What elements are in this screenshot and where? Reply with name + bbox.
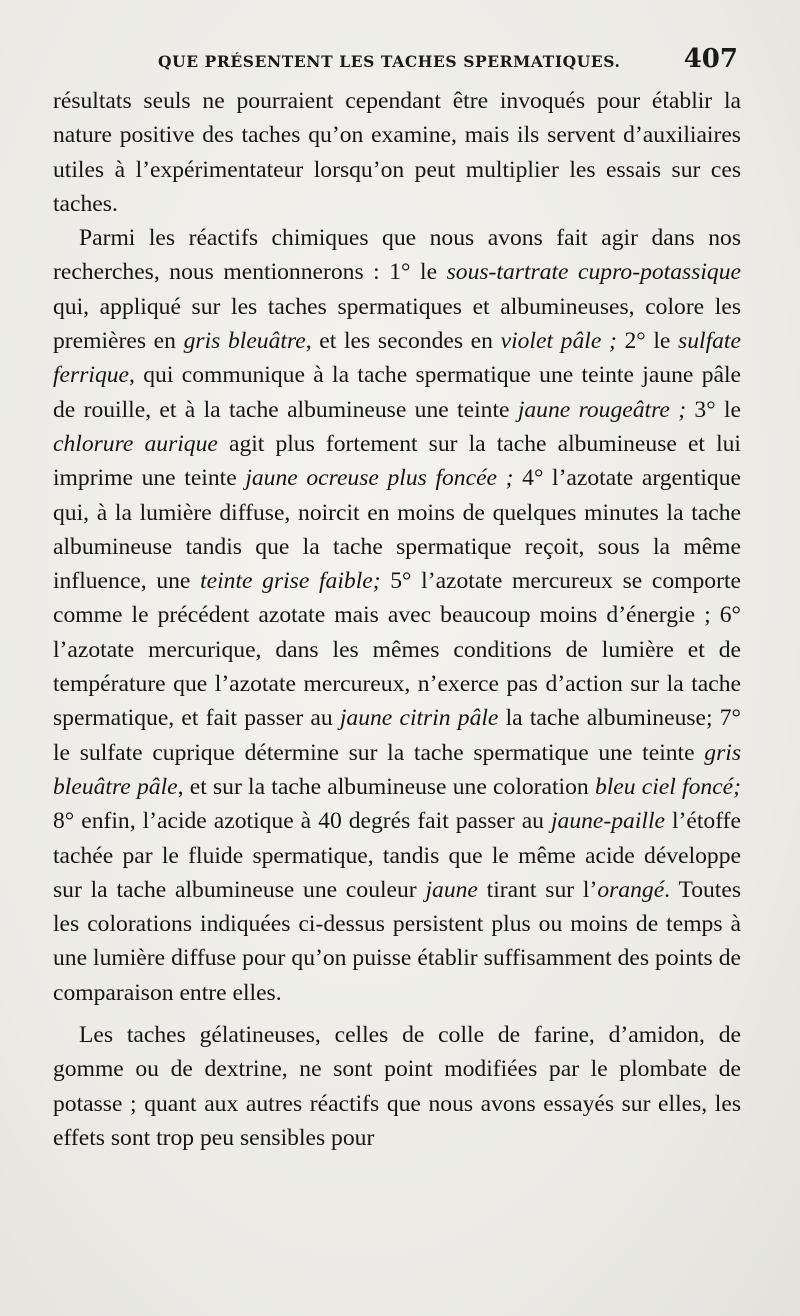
text-run: , qui communique à la tache spermatique une teinte jaune pâle de rouille, et à la tache albumineuse une teinte — [53, 362, 741, 423]
text-run: . Toutes les colorations indiquées ci-dessus persistent plus ou moins de temps à une lumière diffuse pour qu’on puisse établir suffisamment des points de comparaison entre elles. — [53, 876, 742, 1006]
body-text — [53, 84, 741, 1155]
italic-text-run: jaune citrin pâle — [339, 705, 499, 732]
italic-text-run: sulfate ferrique — [53, 328, 741, 389]
paragraph-3 — [53, 1018, 741, 1155]
running-head: QUE PRÉSENTENT LES TACHES SPERMATIQUES. — [158, 52, 621, 71]
text-run: , et sur la tache albumineuse une coloration — [177, 773, 595, 800]
italic-text-run: sous-tartrate cupro-potassique — [446, 259, 741, 286]
text-run: 8° enfin, l’acide azotique à 40 degrés fait passer au — [53, 808, 551, 835]
text-run: 5° l’azotate mercureux se comporte comme le précédent azotate mais avec beaucoup moins d’énergie ; 6° l’azotate mercurique, dans les mêmes conditions de lumière et de température que l’azotate mercureux, n’exerce pas d’action sur la tache spermatique, et fait passer au — [53, 568, 741, 732]
text-run: 4° l’azotate argentique qui, à la lumière diffuse, noircit en moins de quelques minutes la tache albumineuse tandis que la tache spermatique reçoit, sous la même influence, une — [53, 465, 741, 595]
italic-text-run: gris bleuâtre — [183, 328, 306, 355]
text-run: 2° le — [616, 328, 679, 355]
text-run: Les taches gélatineuses, celles de colle de farine, d’amidon, de gomme ou de dextrine, ne sont point modifiées par le plombate de potasse ; quant aux autres réactifs que nous avons essayés sur elles, les effets sont trop peu sensibles pour — [53, 1022, 741, 1151]
text-run: 3° le — [686, 396, 741, 423]
italic-text-run: orangé — [597, 876, 665, 903]
italic-text-run: bleu ciel foncé; — [594, 773, 742, 800]
italic-text-run: jaune-paille — [550, 808, 665, 835]
text-run: la tache albumineuse; 7° le sulfate cuprique détermine sur la tache spermatique une teinte — [53, 705, 741, 766]
text-run: qui, appliqué sur les taches spermatiques et albumineuses, colore les premières en — [53, 293, 741, 355]
text-run: , et les secondes en — [305, 328, 501, 355]
italic-text-run: teinte grise faible; — [200, 568, 381, 595]
text-run: tirant sur l’ — [477, 876, 598, 903]
paragraph-1 — [53, 84, 741, 221]
italic-text-run: jaune rougeâtre ; — [517, 396, 687, 423]
text-run: résultats seuls ne pourraient cependant être invoqués pour établir la nature positive des taches qu’on examine, mais ils servent d’auxiliaires utiles à l’expérimentateur lorsqu’on peut multiplier les essais sur ces taches. — [53, 88, 741, 217]
page-number: 407 — [683, 44, 738, 74]
italic-text-run: jaune — [425, 876, 478, 903]
italic-text-run: violet pâle ; — [500, 328, 617, 355]
paragraph-2 — [53, 221, 741, 1010]
italic-text-run: jaune ocreuse plus foncée ; — [245, 465, 514, 492]
text-run: agit plus fortement sur la tache albumineuse et lui imprime une teinte — [53, 430, 741, 492]
page-header — [40, 44, 740, 84]
italic-text-run: chlorure aurique — [53, 430, 218, 457]
text-run: Parmi les réactifs chimiques que nous avons fait agir dans nos recherches, nous mentionnerons : 1° le — [53, 225, 741, 286]
italic-text-run: gris bleuâtre pâle — [53, 739, 741, 800]
text-run: l’étoffe tachée par le fluide spermatique, tandis que le même acide développe sur la tache albumineuse une couleur — [53, 808, 741, 903]
